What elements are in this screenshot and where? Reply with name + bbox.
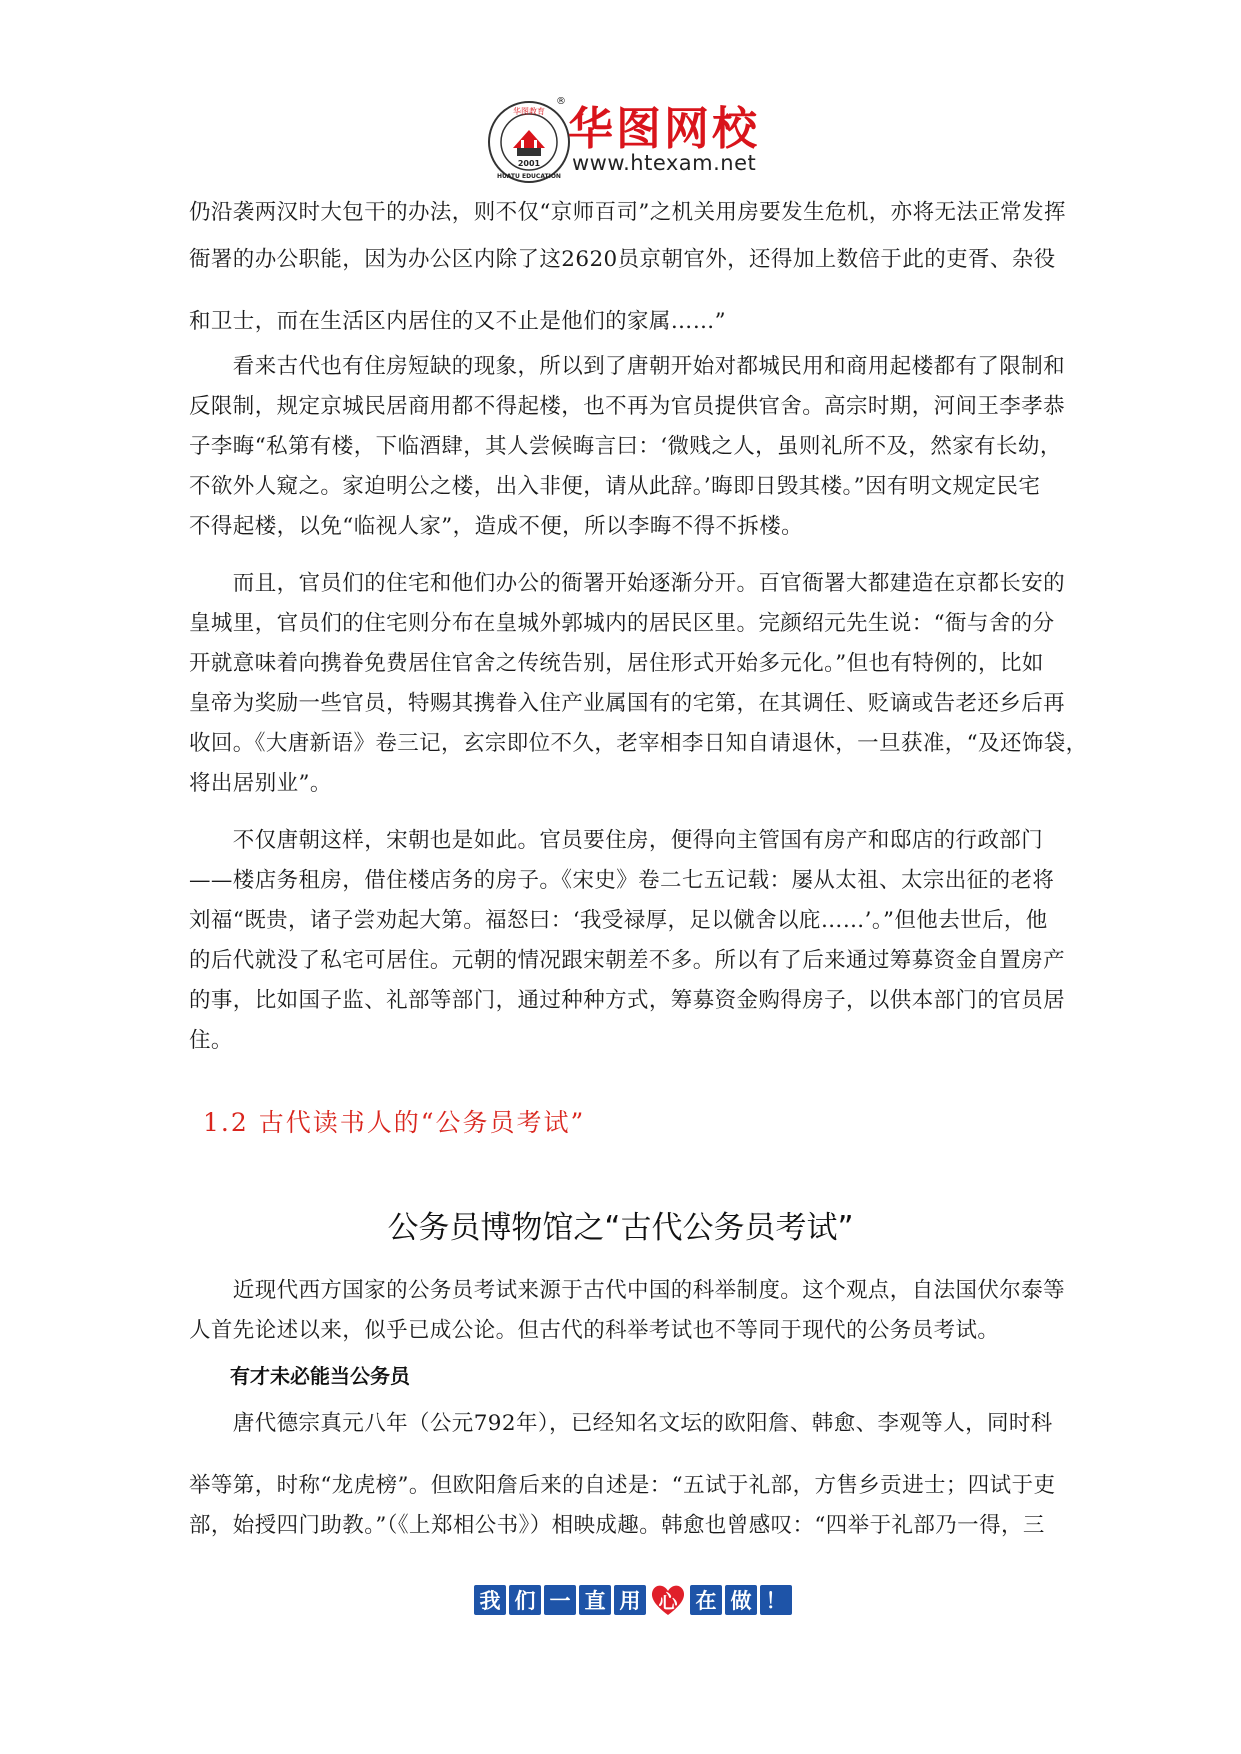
body-line: 近现代西方国家的公务员考试来源于古代中国的科举制度。这个观点，自法国伏尔泰等 xyxy=(189,1278,1066,1303)
body-line: 不欲外人窥之。家迫明公之楼，出入非便，请从此辞。’晦即日毁其楼。”因有明文规定民宅 xyxy=(189,474,1041,499)
body-line: 开就意味着向携眷免费居住官舍之传统告别，居住形式开始多元化。”但也有特例的，比如 xyxy=(189,651,1044,676)
slogan-char: 在 xyxy=(690,1585,722,1615)
body-line: 住。 xyxy=(189,1028,233,1053)
seal-top-text: 华图教育 xyxy=(513,107,545,116)
huatu-seal-icon xyxy=(487,100,571,184)
body-line: 部，始授四门助教。”（《上郑相公书》）相映成趣。韩愈也曾感叹：“四举于礼部乃一得，三 xyxy=(189,1513,1045,1538)
slogan-char: ！ xyxy=(760,1585,792,1615)
slogan-char: 一 xyxy=(544,1585,576,1615)
body-line: 收回。《大唐新语》卷三记，玄宗即位不久，老宰相李日知自请退休，一旦获准，“及还饰袋， xyxy=(189,731,1088,756)
subheading: 有才未必能当公务员 xyxy=(230,1364,410,1388)
body-line: 子李晦“私第有楼，下临酒肆，其人尝候晦言曰：‘微贱之人，虽则礼所不及，然家有长幼， xyxy=(189,434,1062,459)
slogan-char: 用 xyxy=(614,1585,646,1615)
slogan-char: 我 xyxy=(474,1585,506,1615)
footer-slogan xyxy=(474,1583,795,1617)
body-line: 皇城里，官员们的住宅则分布在皇城外郭城内的居民区里。完颜绍元先生说：“衙与舍的分 xyxy=(189,611,1055,636)
slogan-char: 们 xyxy=(509,1585,541,1615)
seal-year: 2001 xyxy=(517,159,541,168)
slogan-char: 做 xyxy=(725,1585,757,1615)
slogan-char: 直 xyxy=(579,1585,611,1615)
body-line: 反限制，规定京城民居商用都不得起楼，也不再为官员提供官舍。高宗时期，河间王李孝恭 xyxy=(189,394,1066,419)
brand-url[interactable]: www.htexam.net xyxy=(572,151,757,175)
registered-mark: ® xyxy=(556,96,566,107)
slogan-heart-char: 心 xyxy=(658,1590,678,1613)
body-line: 仍沿袭两汉时大包干的办法，则不仅“京师百司”之机关用房要发生危机，亦将无法正常发挥 xyxy=(189,200,1066,225)
brand-name: 华图网校 xyxy=(568,102,761,155)
heart-icon xyxy=(649,1583,687,1617)
seal-bottom-text: HUATU EDUCATION xyxy=(497,173,561,180)
body-line: 人首先论述以来，似乎已成公论。但古代的科举考试也不等同于现代的公务员考试。 xyxy=(189,1318,1000,1343)
body-line: 皇帝为奖励一些官员，特赐其携眷入住产业属国有的宅第，在其调任、贬谪或告老还乡后再 xyxy=(189,691,1066,716)
body-line: 不得起楼，以免“临视人家”，造成不便，所以李晦不得不拆楼。 xyxy=(189,514,804,539)
body-line: 衙署的办公职能，因为办公区内除了这2620员京朝官外，还得加上数倍于此的吏胥、杂役 xyxy=(189,247,1056,272)
body-line: 举等第，时称“龙虎榜”。但欧阳詹后来的自述是：“五试于礼部，方售乡贡进士；四试于吏 xyxy=(189,1473,1056,1498)
body-line: 和卫士，而在生活区内居住的又不止是他们的家属……” xyxy=(189,309,726,334)
body-line: 看来古代也有住房短缺的现象，所以到了唐朝开始对都城民用和商用起楼都有了限制和 xyxy=(189,354,1066,379)
body-line: 的事，比如国子监、礼部等部门，通过种种方式，筹募资金购得房子，以供本部门的官员居 xyxy=(189,988,1066,1013)
body-line: 唐代德宗真元八年（公元792年），已经知名文坛的欧阳詹、韩愈、李观等人，同时科 xyxy=(189,1411,1053,1436)
article-title: 公务员博物馆之“古代公务员考试” xyxy=(387,1210,854,1246)
section-heading: 1.2 古代读书人的“公务员考试” xyxy=(203,1108,586,1137)
body-line: 的后代就没了私宅可居住。元朝的情况跟宋朝差不多。所以有了后来通过筹募资金自置房产 xyxy=(189,948,1066,973)
body-line: 而且，官员们的住宅和他们办公的衙署开始逐渐分开。百官衙署大都建造在京都长安的 xyxy=(189,571,1066,596)
header-logo xyxy=(0,92,1241,188)
body-line: 刘福“既贵，诸子尝劝起大第。福怒曰：‘我受禄厚，足以僦舍以庇……’。”但他去世后，他 xyxy=(189,908,1048,933)
body-line: 将出居别业”。 xyxy=(189,771,332,796)
body-line: ——楼店务租房，借住楼店务的房子。《宋史》卷二七五记载：屡从太祖、太宗出征的老将 xyxy=(189,868,1055,893)
body-line: 不仅唐朝这样，宋朝也是如此。官员要住房，便得向主管国有房产和邸店的行政部门 xyxy=(189,828,1044,853)
